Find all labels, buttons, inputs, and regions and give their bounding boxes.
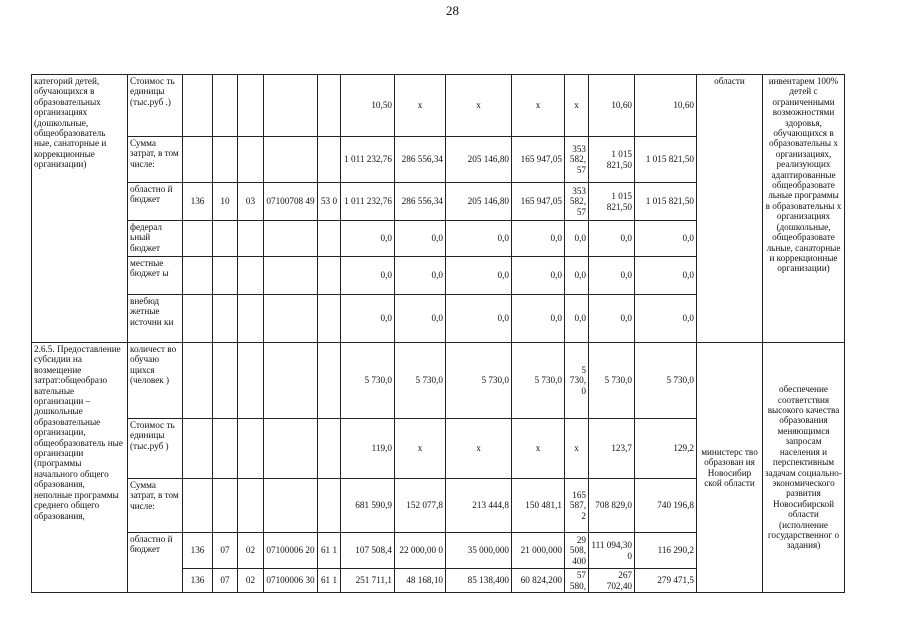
rz-cell [213, 75, 238, 137]
value-2023: 165 587, 2 [565, 479, 589, 533]
csr-cell [264, 343, 318, 419]
value-2020: 0,0 [395, 295, 446, 343]
rz-cell [213, 221, 238, 257]
pr-cell [238, 75, 264, 137]
csr-cell [264, 137, 318, 183]
kgrbs-cell [183, 419, 213, 479]
value-2021: 85 138,400 [446, 569, 512, 593]
rz-cell [213, 257, 238, 295]
value-2022: 0,0 [512, 257, 565, 295]
csr-cell: 07100006 30 [264, 569, 318, 593]
value-2025: 116 290,2 [635, 533, 697, 569]
value-2021: 0,0 [446, 295, 512, 343]
indicator-cell: Сумма затрат, в том числе: [128, 479, 183, 533]
kgrbs-cell [183, 479, 213, 533]
csr-cell [264, 479, 318, 533]
value-2025: 1 015 821,50 [635, 137, 697, 183]
value-2019: 119,0 [341, 419, 395, 479]
value-2023: 0,0 [565, 295, 589, 343]
value-2021: 0,0 [446, 257, 512, 295]
vr-cell [318, 137, 341, 183]
rz-cell: 07 [213, 533, 238, 569]
value-2022: 60 824,200 [512, 569, 565, 593]
value-2022: х [512, 75, 565, 137]
expected-result-cell: обеспечение соответствия высокого качества образования меняющимся запросам населения и перспективным задачам социально-экономического развития Новосибирской области (исполнение государственног о задания) [763, 343, 845, 593]
value-2023: х [565, 75, 589, 137]
value-2020: 286 556,34 [395, 137, 446, 183]
value-2023: 353 582, 57 [565, 137, 589, 183]
indicator-cell: Стоимос ть единицы (тыс.руб .) [128, 75, 183, 137]
value-2022: 0,0 [512, 295, 565, 343]
value-2023: 5 730, 0 [565, 343, 589, 419]
rz-cell [213, 419, 238, 479]
value-2020: 286 556,34 [395, 183, 446, 221]
value-2024: 708 829,0 [589, 479, 635, 533]
pr-cell [238, 137, 264, 183]
value-2019: 0,0 [341, 221, 395, 257]
pr-cell: 02 [238, 533, 264, 569]
value-2019: 1 011 232,76 [341, 137, 395, 183]
value-2019: 1 011 232,76 [341, 183, 395, 221]
csr-cell: 07100708 49 [264, 183, 318, 221]
value-2021: 35 000,000 [446, 533, 512, 569]
value-2023: х [565, 419, 589, 479]
value-2019: 681 590,9 [341, 479, 395, 533]
indicator-cell: количест во обучаю щихся (человек ) [128, 343, 183, 419]
value-2021: 205 146,80 [446, 183, 512, 221]
indicator-cell: внебюд жетные источни ки [128, 295, 183, 343]
indicator-cell: местные бюджет ы [128, 257, 183, 295]
vr-cell [318, 343, 341, 419]
value-2019: 107 508,4 [341, 533, 395, 569]
value-2021: 213 444,8 [446, 479, 512, 533]
value-2021: 205 146,80 [446, 137, 512, 183]
csr-cell: 07100006 20 [264, 533, 318, 569]
indicator-cell: федерал ьный бюджет [128, 221, 183, 257]
value-2020: 5 730,0 [395, 343, 446, 419]
value-2024: 5 730,0 [589, 343, 635, 419]
vr-cell: 61 1 [318, 533, 341, 569]
value-2021: х [446, 75, 512, 137]
value-2019: 10,50 [341, 75, 395, 137]
value-2024: 10,60 [589, 75, 635, 137]
rz-cell: 10 [213, 183, 238, 221]
value-2022: х [512, 419, 565, 479]
csr-cell [264, 75, 318, 137]
value-2019: 0,0 [341, 295, 395, 343]
vr-cell [318, 419, 341, 479]
indicator-cell: Стоимос ть единицы (тыс.руб ) [128, 419, 183, 479]
value-2025: 1 015 821,50 [635, 183, 697, 221]
vr-cell [318, 221, 341, 257]
value-2025: 279 471,5 [635, 569, 697, 593]
value-2024: 1 015 821,50 [589, 137, 635, 183]
vr-cell [318, 479, 341, 533]
expected-result-cell: инвентарем 100% детей с ограниченными возможностями здоровья, обучающихся в образовательны х организациях, реализующих адаптированные общеобразовате льные программы в образовательны х организациях (дошкольные, общеобразовате льные, санаторные и коррекционные организации) [763, 75, 845, 343]
executor-cell: министерс тво образован ия Новосибир ской области [697, 343, 763, 593]
kgrbs-cell [183, 295, 213, 343]
value-2025: 129,2 [635, 419, 697, 479]
csr-cell [264, 221, 318, 257]
value-2020: 152 077,8 [395, 479, 446, 533]
value-2021: 5 730,0 [446, 343, 512, 419]
vr-cell [318, 295, 341, 343]
value-2020: х [395, 75, 446, 137]
csr-cell [264, 419, 318, 479]
value-2025: 0,0 [635, 257, 697, 295]
value-2020: 48 168,10 [395, 569, 446, 593]
executor-cell: области [697, 75, 763, 343]
value-2023: 57 580, [565, 569, 589, 593]
value-2020: 0,0 [395, 221, 446, 257]
value-2024: 111 094,30 0 [589, 533, 635, 569]
indicator-cell: областно й бюджет [128, 533, 183, 593]
indicator-cell: областно й бюджет [128, 183, 183, 221]
value-2021: 0,0 [446, 221, 512, 257]
pr-cell [238, 479, 264, 533]
value-2019: 5 730,0 [341, 343, 395, 419]
kgrbs-cell [183, 343, 213, 419]
value-2020: 0,0 [395, 257, 446, 295]
pr-cell [238, 419, 264, 479]
rz-cell [213, 137, 238, 183]
value-2025: 0,0 [635, 221, 697, 257]
pr-cell [238, 343, 264, 419]
kgrbs-cell [183, 221, 213, 257]
value-2025: 0,0 [635, 295, 697, 343]
vr-cell [318, 257, 341, 295]
budget-table [31, 74, 845, 593]
kgrbs-cell [183, 257, 213, 295]
value-2023: 353 582, 57 [565, 183, 589, 221]
pr-cell: 03 [238, 183, 264, 221]
value-2022: 165 947,05 [512, 183, 565, 221]
vr-cell: 61 1 [318, 569, 341, 593]
value-2022: 5 730,0 [512, 343, 565, 419]
value-2025: 10,60 [635, 75, 697, 137]
kgrbs-cell [183, 137, 213, 183]
measure-description: 2.6.5. Предоставление субсидии на возмещение затрат:общеобразо вательные организации – дошкольные образовательные организации, общеобразователь ные организации (программы начального общего образования, неполные программы среднего общего образования, [32, 343, 128, 593]
vr-cell [318, 75, 341, 137]
value-2022: 0,0 [512, 221, 565, 257]
pr-cell: 02 [238, 569, 264, 593]
value-2023: 0,0 [565, 257, 589, 295]
kgrbs-cell: 136 [183, 533, 213, 569]
table-row [32, 343, 845, 419]
page-number: 28 [446, 3, 459, 18]
value-2020: х [395, 419, 446, 479]
value-2024: 123,7 [589, 419, 635, 479]
rz-cell [213, 479, 238, 533]
csr-cell [264, 257, 318, 295]
rz-cell [213, 343, 238, 419]
pr-cell [238, 221, 264, 257]
kgrbs-cell [183, 75, 213, 137]
value-2022: 21 000,000 [512, 533, 565, 569]
value-2020: 22 000,00 0 [395, 533, 446, 569]
rz-cell: 07 [213, 569, 238, 593]
table-row [32, 75, 845, 137]
value-2022: 165 947,05 [512, 137, 565, 183]
kgrbs-cell: 136 [183, 183, 213, 221]
value-2023: 0,0 [565, 221, 589, 257]
csr-cell [264, 295, 318, 343]
vr-cell: 53 0 [318, 183, 341, 221]
value-2019: 0,0 [341, 257, 395, 295]
value-2024: 267 702,40 [589, 569, 635, 593]
kgrbs-cell: 136 [183, 569, 213, 593]
pr-cell [238, 257, 264, 295]
value-2024: 0,0 [589, 295, 635, 343]
pr-cell [238, 295, 264, 343]
value-2024: 0,0 [589, 257, 635, 295]
value-2024: 0,0 [589, 221, 635, 257]
indicator-cell: Сумма затрат, в том числе: [128, 137, 183, 183]
rz-cell [213, 295, 238, 343]
measure-description: категорий детей, обучающихся в образовательных организациях (дошкольные, общеобразователь ные, санаторные и коррекционные организации) [32, 75, 128, 343]
value-2024: 1 015 821,50 [589, 183, 635, 221]
value-2019: 251 711,1 [341, 569, 395, 593]
value-2025: 740 196,8 [635, 479, 697, 533]
value-2021: х [446, 419, 512, 479]
value-2025: 5 730,0 [635, 343, 697, 419]
value-2023: 29 508, 400 [565, 533, 589, 569]
value-2022: 150 481,1 [512, 479, 565, 533]
